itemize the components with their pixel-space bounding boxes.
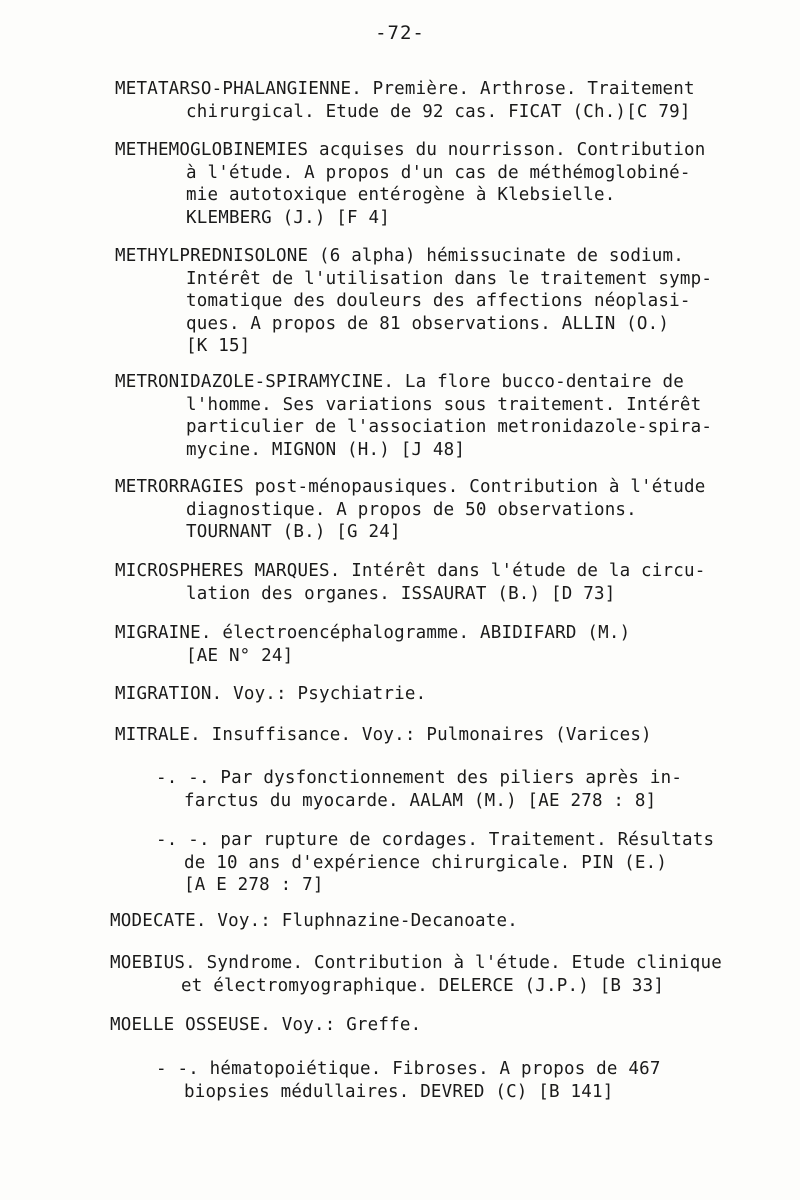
index-entry — [115, 683, 426, 706]
entry-line: METRORRAGIES post-ménopausiques. Contribution à l'étude — [115, 477, 706, 497]
entry-line: Intérêt de l'utilisation dans le traitement symp- — [186, 268, 713, 289]
index-entry — [156, 829, 714, 897]
entry-line: à l'étude. A propos d'un cas de méthémoglobiné- — [186, 162, 691, 183]
index-entry — [115, 245, 712, 358]
entry-line: et électromyographique. DELERCE (J.P.) [B 33] — [181, 975, 665, 996]
entry-line: lation des organes. ISSAURAT (B.) [D 73] — [186, 583, 616, 604]
entry-line: MODECATE. Voy.: Fluphnazine-Decanoate. — [110, 911, 518, 931]
entry-line: KLEMBERG (J.) [F 4] — [186, 207, 390, 228]
entry-line: MOEBIUS. Syndrome. Contribution à l'étude. Etude clinique — [110, 953, 722, 973]
index-entry — [115, 476, 705, 544]
entry-line: -. -. Par dysfonctionnement des piliers après in- — [156, 768, 683, 788]
entry-line: - -. hématopoiétique. Fibroses. A propos de 467 — [156, 1059, 661, 1079]
entry-line: METHEMOGLOBINEMIES acquises du nourrisson. Contribution — [115, 140, 706, 160]
index-entry — [115, 78, 695, 123]
entry-line: MIGRATION. Voy.: Psychiatrie. — [115, 684, 427, 704]
entry-line: chirurgical. Etude de 92 cas. FICAT (Ch.)[C 79] — [186, 101, 691, 122]
index-entry — [115, 622, 630, 667]
index-entry — [110, 910, 518, 933]
entry-line: METATARSO-PHALANGIENNE. Première. Arthrose. Traitement — [115, 79, 695, 99]
entry-line: particulier de l'association metronidazole-spira- — [186, 417, 713, 437]
entry-line: MICROSPHERES MARQUES. Intérêt dans l'étude de la circu- — [115, 561, 706, 581]
entry-line: MITRALE. Insuffisance. Voy.: Pulmonaires (Varices) — [115, 725, 652, 745]
index-entry — [115, 371, 712, 461]
entry-line: TOURNANT (B.) [G 24] — [186, 522, 401, 542]
entry-line: METHYLPREDNISOLONE (6 alpha) hémissucinate de sodium. — [115, 246, 685, 266]
index-entry — [115, 139, 705, 229]
entry-line: METRONIDAZOLE-SPIRAMYCINE. La flore bucco-dentaire de — [115, 372, 685, 392]
entry-line: farctus du myocarde. AALAM (M.) [AE 278 : 8] — [184, 790, 657, 811]
index-entry — [110, 1014, 421, 1037]
entry-line: diagnostique. A propos de 50 observations. — [186, 499, 637, 520]
entry-line: MIGRAINE. électroencéphalogramme. ABIDIFARD (M.) — [115, 623, 631, 643]
entry-line: l'homme. Ses variations sous traitement. Intérêt — [186, 394, 702, 415]
index-entry — [110, 952, 722, 997]
entry-line: [AE N° 24] — [186, 645, 294, 666]
entry-line: tomatique des douleurs des affections néoplasi- — [186, 291, 691, 311]
index-entry — [115, 724, 652, 747]
entry-line: mie autotoxique entérogène à Klebsielle. — [186, 185, 616, 205]
index-entry — [115, 560, 705, 605]
entry-line: biopsies médullaires. DEVRED (C) [B 141] — [184, 1081, 614, 1102]
entry-line: ques. A propos de 81 observations. ALLIN (O.) — [186, 313, 670, 334]
entry-line: de 10 ans d'expérience chirurgicale. PIN (E.) — [184, 852, 668, 873]
entry-line: -. -. par rupture de cordages. Traitement. Résultats — [156, 830, 715, 850]
entry-line: [A E 278 : 7] — [184, 875, 324, 895]
page-number: -72- — [375, 22, 425, 44]
entry-line: mycine. MIGNON (H.) [J 48] — [186, 439, 466, 460]
index-entry — [156, 767, 682, 812]
index-entry — [156, 1058, 661, 1103]
entry-line: MOELLE OSSEUSE. Voy.: Greffe. — [110, 1015, 422, 1035]
entry-line: [K 15] — [186, 336, 251, 356]
